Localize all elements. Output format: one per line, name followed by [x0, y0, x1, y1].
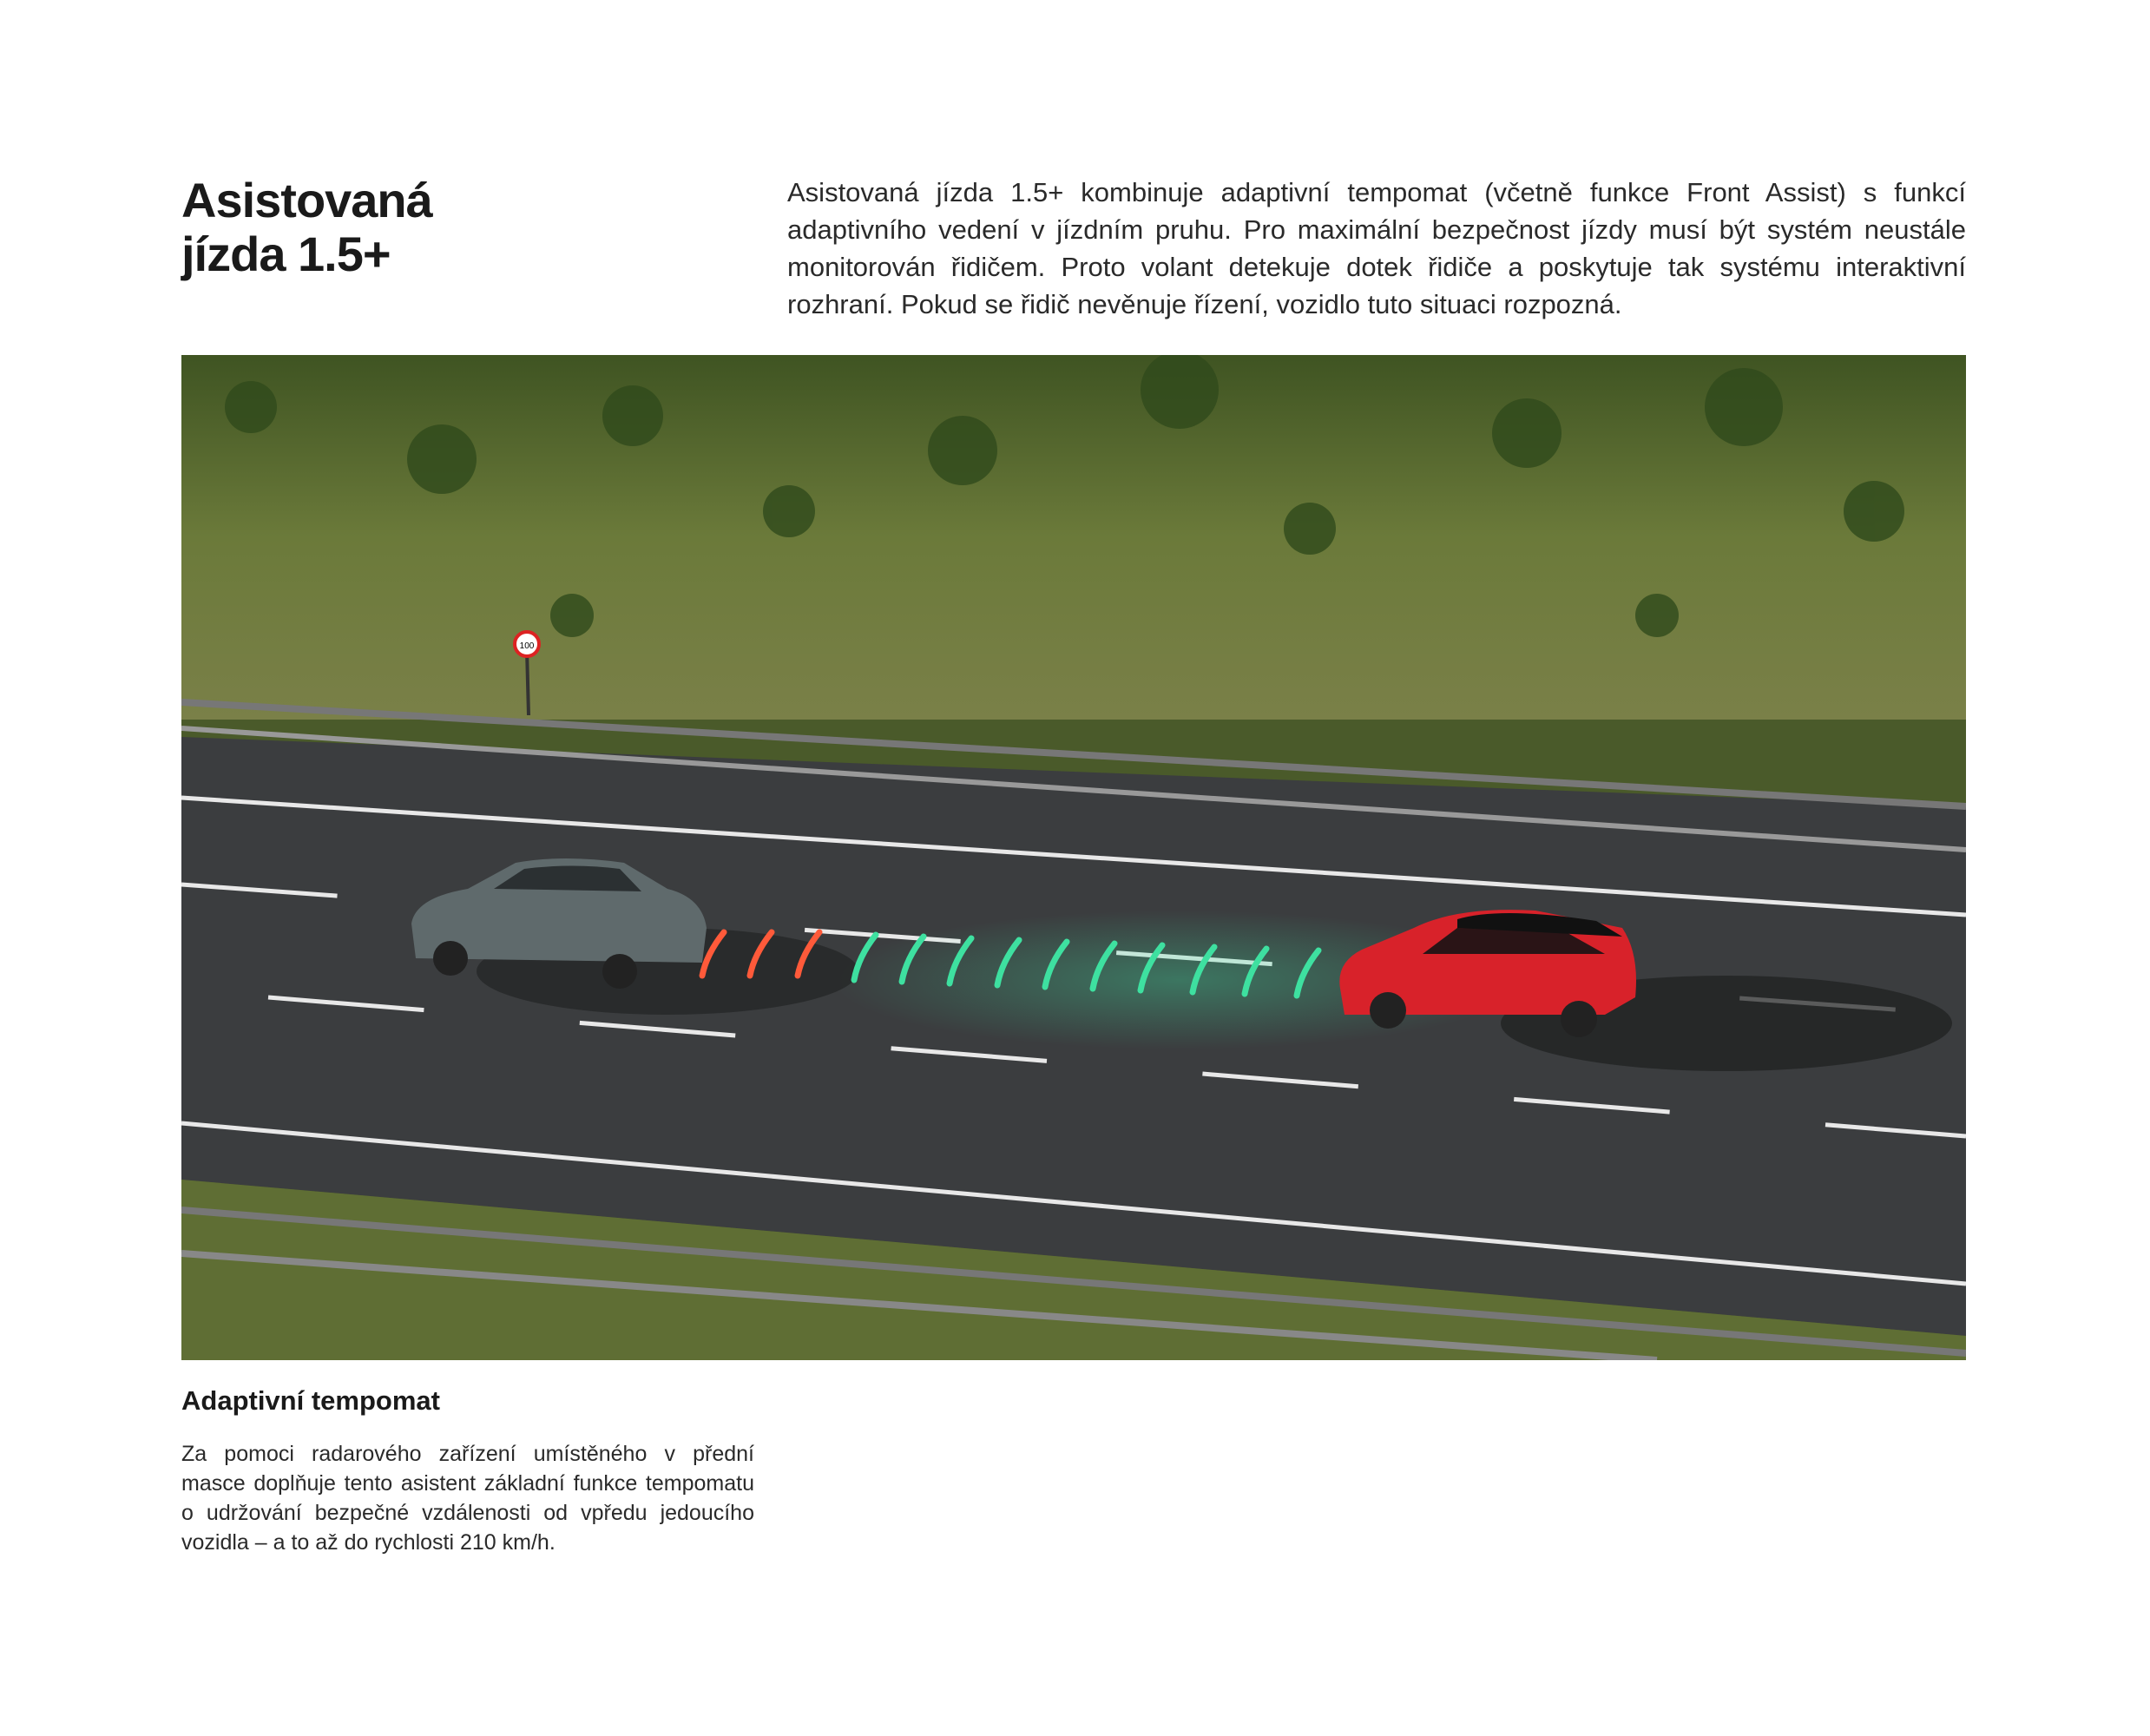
intro-paragraph: Asistovaná jízda 1.5+ kombinuje adaptivní tempomat (včetně funkce Front Assist) s funkcí adaptivního vedení v jízdním pruhu. Pro maximální bezpečnost jízdy musí být systém neustále monitorován řidičem. Proto volant detekuje dotek řidiče a poskytuje tak systému interaktivní rozhraní. Pokud se řidič nevěnuje řízení, vozidlo tuto situaci rozpozná.: [787, 177, 1966, 319]
svg-text:100: 100: [519, 641, 535, 651]
title-line-1: Asistovaná: [181, 173, 432, 227]
page-title: [181, 174, 633, 281]
title-line-2: jízda 1.5+: [181, 227, 391, 281]
highway-photo: [181, 355, 1966, 1360]
feature-description: Za pomoci radarového zařízení umístěného v přední masce doplňuje tento asistent základní funkce tempomatu o udržování bezpečné vzdálenosti od vpředu jedoucího vozidla – a to až do rychlosti 210 km/h.: [181, 1442, 754, 1555]
feature-heading: Adaptivní tempomat: [181, 1385, 440, 1416]
grass-field: [181, 355, 1966, 720]
